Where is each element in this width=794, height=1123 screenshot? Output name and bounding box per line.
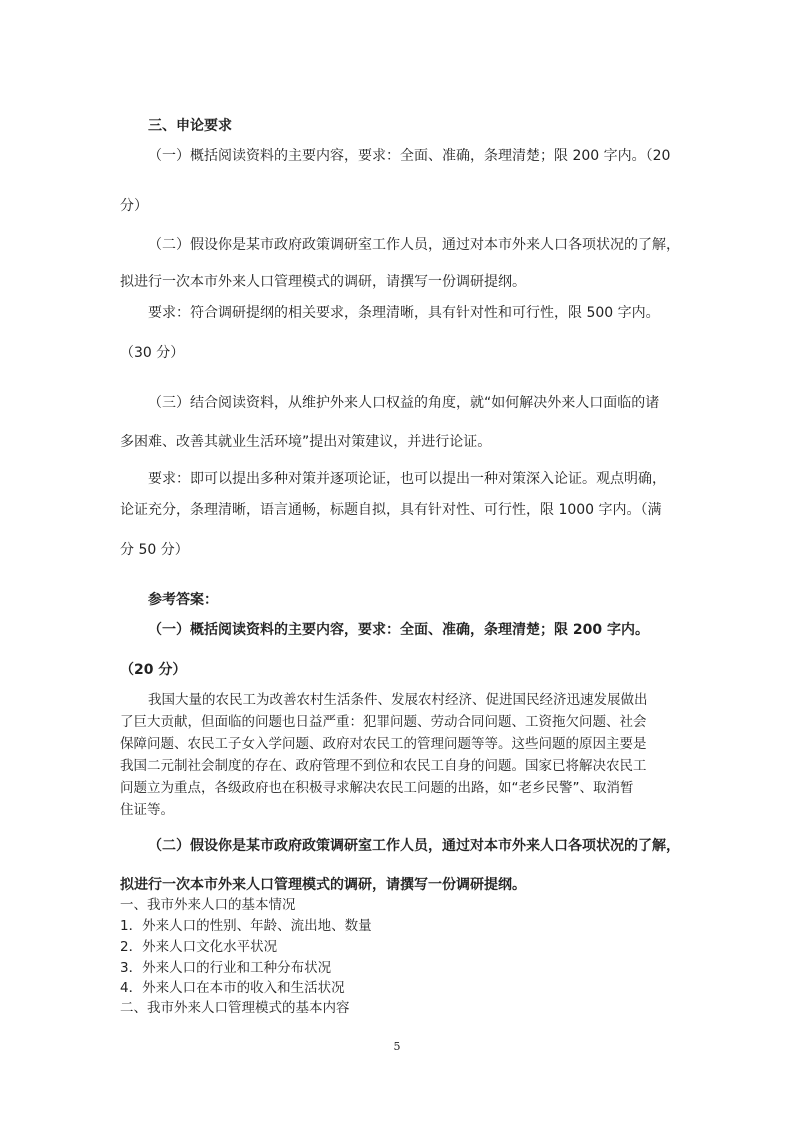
answer-2-line-2: 拟进行一次本市外来人口管理模式的调研，请撰写一份调研提纲。: [120, 877, 526, 893]
outline-item: 一、我市外来人口的基本情况: [120, 897, 296, 913]
answer-1-body-line: 住证等。: [120, 802, 174, 818]
q2-requirement-line-2: （30 分）: [120, 345, 185, 361]
q2-requirement-line-1: 要求：符合调研提纲的相关要求，条理清晰，具有针对性和可行性，限 500 字内。: [148, 305, 660, 321]
outline-item: 3．外来人口的行业和工种分布状况: [120, 960, 332, 976]
answer-1-line-2: （20 分）: [120, 662, 187, 678]
outline-item: 二、我市外来人口管理模式的基本内容: [120, 1000, 350, 1016]
q1-line-2: 分）: [120, 198, 148, 214]
answer-1-body-line: 我国二元制社会制度的存在、政府管理不到位和农民工自身的问题。国家已将解决农民工: [120, 758, 647, 774]
q3-requirement-line-2: 论证充分，条理清晰，语言通畅，标题自拟，具有针对性、可行性，限 1000 字内。（满: [120, 502, 662, 518]
answer-1-body-line: 了巨大贡献，但面临的问题也日益严重：犯罪问题、劳动合同问题、工资拖欠问题、社会: [120, 714, 647, 730]
answer-1-body-line: 保障问题、农民工子女入学问题、政府对农民工的管理问题等等。这些问题的原因主要是: [120, 736, 647, 752]
q3-requirement-line-1: 要求：即可以提出多种对策并逐项论证，也可以提出一种对策深入论证。观点明确，: [148, 471, 666, 487]
page-number: 5: [393, 1040, 401, 1053]
answer-1-body-line: 问题立为重点，各级政府也在积极寻求解决农民工问题的出路，如“老乡民警”、取消暂: [120, 780, 634, 796]
q1-line-1: （一）概括阅读资料的主要内容，要求：全面、准确，条理清楚；限 200 字内。（20: [148, 148, 671, 164]
outline-item: 4．外来人口在本市的收入和生活状况: [120, 980, 345, 996]
outline-item: 2．外来人口文化水平状况: [120, 939, 278, 955]
q3-requirement-line-3: 分 50 分）: [120, 542, 189, 558]
section-title: 三、申论要求: [148, 118, 232, 134]
answer-2-line-1: （二）假设你是某市政府政策调研室工作人员，通过对本市外来人口各项状况的了解，: [148, 838, 680, 854]
outline-item: 1．外来人口的性别、年龄、流出地、数量: [120, 918, 372, 934]
q3-line-2: 多困难、改善其就业生活环境”提出对策建议，并进行论证。: [120, 434, 492, 450]
q2-line-1: （二）假设你是某市政府政策调研室工作人员，通过对本市外来人口各项状况的了解，: [148, 237, 680, 253]
answer-heading: 参考答案：: [148, 592, 218, 608]
answer-1-line-1: （一）概括阅读资料的主要内容，要求：全面、准确，条理清楚；限 200 字内。: [148, 622, 649, 638]
q3-line-1: （三）结合阅读资料，从维护外来人口权益的角度，就“如何解决外来人口面临的诸: [148, 395, 660, 411]
answer-1-body-line: 我国大量的农民工为改善农村生活条件、发展农村经济、促进国民经济迅速发展做出: [148, 692, 648, 708]
q2-line-2: 拟进行一次本市外来人口管理模式的调研，请撰写一份调研提纲。: [120, 274, 526, 290]
